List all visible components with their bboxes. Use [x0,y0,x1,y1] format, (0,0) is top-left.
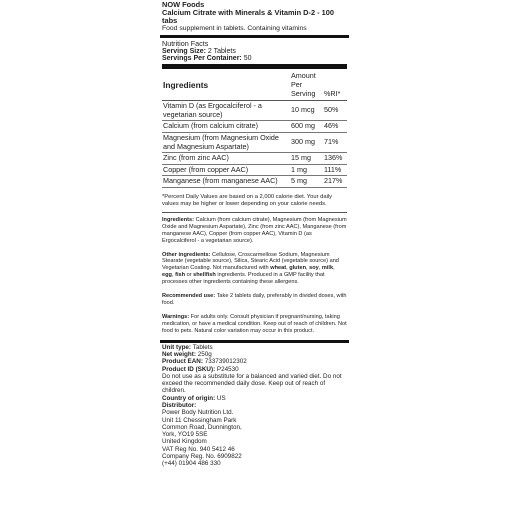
allergen-fish: fish [175,272,186,279]
col-ri: %RI* [323,69,347,101]
separator: , [305,265,308,272]
allergen-egg: egg [162,272,172,279]
brand-name: NOW Foods [162,0,205,9]
nutrient-name: Copper (from copper AAC) [162,164,290,176]
allergen-milk: milk [321,265,334,272]
table-row [162,164,347,176]
table-row [162,176,347,188]
table-row [162,121,347,133]
product-sku: Product ID (SKU): P24530 [162,365,239,373]
distributor-line: United Kingdom [162,438,207,446]
table-row [162,132,347,152]
allergen-shellfish: shellfish [193,272,216,279]
warnings-text: For adults only. Consult physician if pregnant/nursing, taking medication, or have a medical condition. Keep out of reach of children. Not food to pets. Natural color variation may occur in this product. [162,313,347,334]
table-row [162,153,347,165]
other-ingredients-text-2: ingredients. Produced in a GMP facility that processes other ingredients containing these allergens. [162,272,325,286]
product-description: Food supplement in tablets. Containing vitamins [162,25,307,32]
ingredients-label: Ingredients: [162,216,195,223]
product-info [160,343,349,469]
separator: , [286,265,288,272]
nutrient-amount: 10 mcg [290,101,323,121]
col-amount: Amount Per Serving [290,69,323,101]
nutrient-name: Calcium (from calcium citrate) [162,121,290,133]
nutrient-amount: 1 mg [290,164,323,176]
distributor-line: Power Body Nutrition Ltd. [162,409,234,417]
nutrient-ri: 50% [323,101,347,121]
ingredients-section [162,217,347,245]
distributor-line: VAT Reg No. 940 5412 46 [162,445,235,453]
nutrient-amount: 300 mg [290,132,323,152]
nutrient-amount: 600 mg [290,121,323,133]
nutrition-facts [162,40,347,213]
allergen-wheat: wheat [270,265,287,272]
country-of-origin: Country of origin: US [162,394,226,402]
separator: , [318,265,321,272]
recommended-use-label: Recommended use: [162,293,216,300]
nutrition-table [162,69,347,188]
other-ingredients-text: Cellulose, Croscarmellose Sodium, Magnesium Stearate (vegetable source), Silica, Stearic Acid (vegetable source) and Vegetarian Coating. Not manufactured with [162,251,339,272]
product-ean: Product EAN: 733739012302 [162,358,247,366]
supplement-facts-panel [160,0,349,510]
nutrient-name: Manganese (from manganese AAC) [162,176,290,188]
recommended-use-section [162,293,347,307]
allergen-soy: soy [309,265,319,272]
separator: or [186,272,192,279]
serving-size: Serving Size: 2 Tablets [162,47,236,55]
unit-type: Unit type: Tablets [162,343,213,351]
nutrition-table-header [162,69,347,101]
warnings-label: Warnings: [162,313,190,320]
distributor-line: (+44) 01904 486 330 [162,460,221,468]
nutrition-facts-title: Nutrition Facts [162,38,209,48]
nutrient-name: Zinc (from zinc AAC) [162,153,290,165]
other-ingredients-label: Other ingredients: [162,251,211,258]
distributor-line: Unit 11 Chessingham Park [162,416,237,424]
distributor-label: Distributor: [162,402,197,409]
nutrient-ri: 217% [323,176,347,188]
distributor-line: Company Reg. No. 6909822 [162,453,242,461]
warnings-section [162,314,347,335]
distributor-line: York, YO19 5SE [162,431,208,439]
nutrient-name: Vitamin D (as Ergocalciferol - a vegetarian source) [162,101,290,121]
daily-value-footnote: *Percent Daily Values are based on a 2,000 calorie diet. Your daily values may be higher or lower depending on your calorie needs. [162,194,347,213]
nutrient-amount: 5 mg [290,176,323,188]
table-row [162,101,347,121]
usage-note: Do not use as a substitute for a balanced and varied diet. Do not exceed the recommended daily dose. Keep out of reach of children. [162,372,342,395]
separator: , [333,265,335,272]
nutrient-amount: 15 mg [290,153,323,165]
allergen-gluten: gluten [289,265,306,272]
product-header [160,0,349,38]
separator: , [171,272,174,279]
nutrient-name: Magnesium (from Magnesium Oxide and Magnesium Aspartate) [162,132,290,152]
product-title: Calcium Citrate with Minerals & Vitamin D-2 - 100 tabs [162,8,334,25]
other-ingredients-section [162,252,347,287]
recommended-use-text: Take 2 tablets daily, preferably in divided doses, with food. [162,293,347,306]
ingredients-text: Calcium (from calcium citrate), Magnesium (from Magnesium Oxide and Magnesium Aspartate), Zinc (from zinc AAC), Manganese (from manganese AAC), Copper (from copper AAC), Vitamin D (as Ergocalciferol - a vegetarian source). [162,216,347,244]
distributor-line: Common Road, Dunnington, [162,423,242,431]
nutrient-ri: 111% [323,164,347,176]
nutrient-ri: 71% [323,132,347,152]
col-ingredients: Ingredients [162,69,290,101]
net-weight: Net weight: 250g [162,350,212,358]
product-details [160,213,349,337]
nutrient-ri: 136% [323,153,347,165]
servings-per-container: Servings Per Container: 50 [162,55,252,63]
nutrient-ri: 46% [323,121,347,133]
